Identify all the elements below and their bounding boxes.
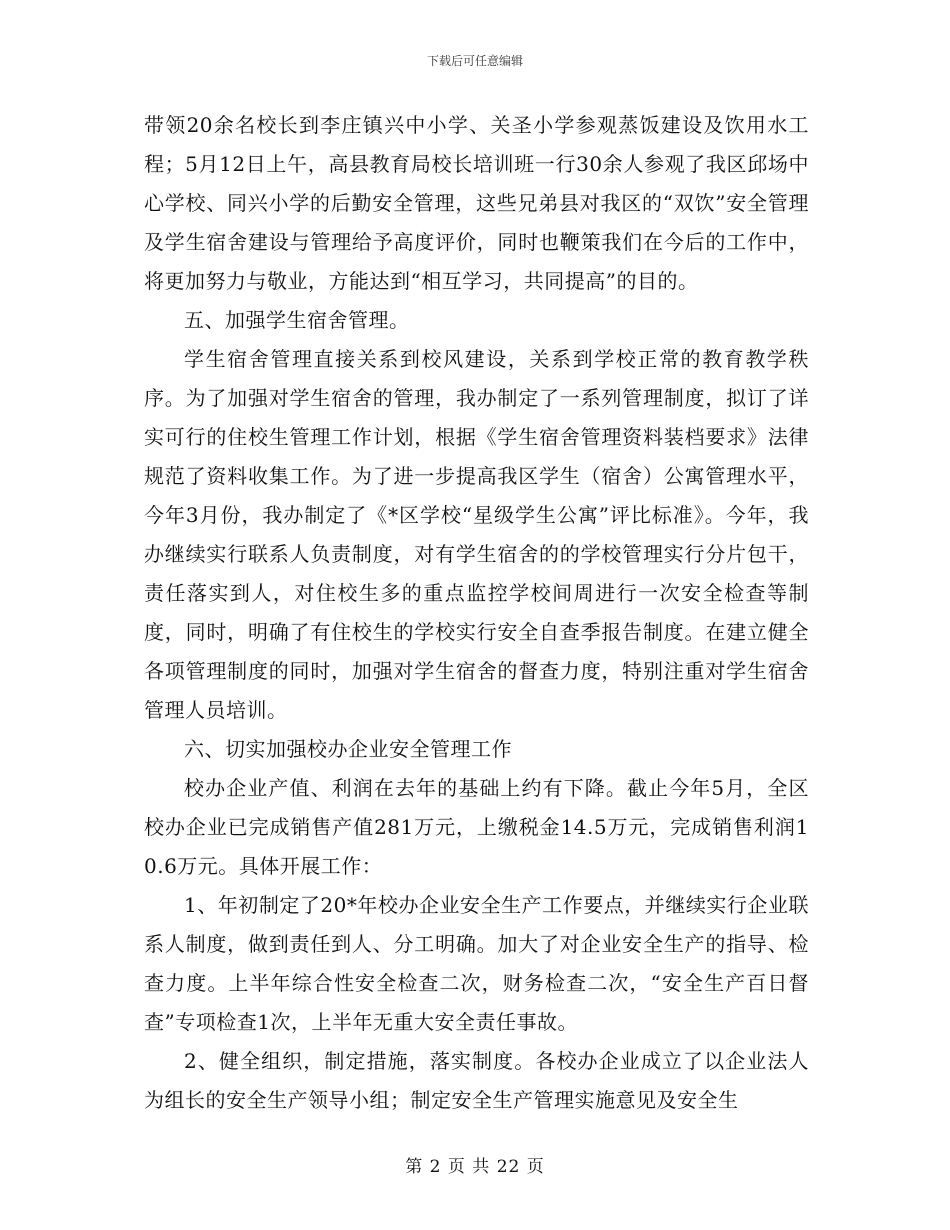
paragraph: 学生宿舍管理直接关系到校风建设，关系到学校正常的教育教学秩序。为了加强对学生宿舍的管理，我办制定了一系列管理制度，拟订了详实可行的住校生管理工作计划，根据《学生宿舍管理资料装档要求》法律规范了资料收集工作。为了进一步提高我区学生（宿舍）公寓管理水平，今年3月份，我办制定了《*区学校“星级学生公寓”评比标准》。今年，我办继续实行联系人负责制度，对有学生宿舍的的学校管理实行分片包干，责任落实到人，对住校生多的重点监控学校间周进行一次安全检查等制度，同时，明确了有住校生的学校实行安全自查季报告制度。在建立健全各项管理制度的同时，加强对学生宿舍的督查力度，特别注重对学生宿舍管理人员培训。 — [144, 347, 809, 722]
page-number: 第 2 页 共 22 页 — [405, 1157, 545, 1177]
paragraph: 带领20余名校长到李庄镇兴中小学、关圣小学参观蒸饭建设及饮用水工程；5月12日上午，高县教育局校长培训班一行30余人参观了我区邱场中心学校、同兴小学的后勤安全管理，这些兄弟县对我区的“双饮”安全管理及学生宿舍建设与管理给予高度评价，同时也鞭策我们在今后的工作中，将更加努力与敬业，方能达到“相互学习，共同提高”的目的。 — [144, 113, 809, 293]
paragraph: 2、健全组织，制定措施，落实制度。各校办企业成立了以企业法人为组长的安全生产领导小组；制定安全生产管理实施意见及安全生 — [144, 1049, 809, 1112]
paragraph: 1、年初制定了20*年校办企业安全生产工作要点，并继续实行企业联系人制度，做到责任到人、分工明确。加大了对企业安全生产的指导、检查力度。上半年综合性安全检查二次，财务检查二次，“安全生产百日督查”专项检查1次，上半年无重大安全责任事故。 — [144, 893, 809, 1034]
document-body — [144, 106, 809, 1120]
paragraph: 校办企业产值、利润在去年的基础上约有下降。截止今年5月，全区校办企业已完成销售产值281万元，上缴税金14.5万元，完成销售利润10.6万元。具体开展工作： — [144, 776, 809, 878]
section-heading: 六、切实加强校办企业安全管理工作 — [184, 737, 512, 761]
header-note: 下载后可任意编辑 — [426, 54, 523, 68]
section-heading: 五、加强学生宿舍管理。 — [184, 308, 410, 332]
